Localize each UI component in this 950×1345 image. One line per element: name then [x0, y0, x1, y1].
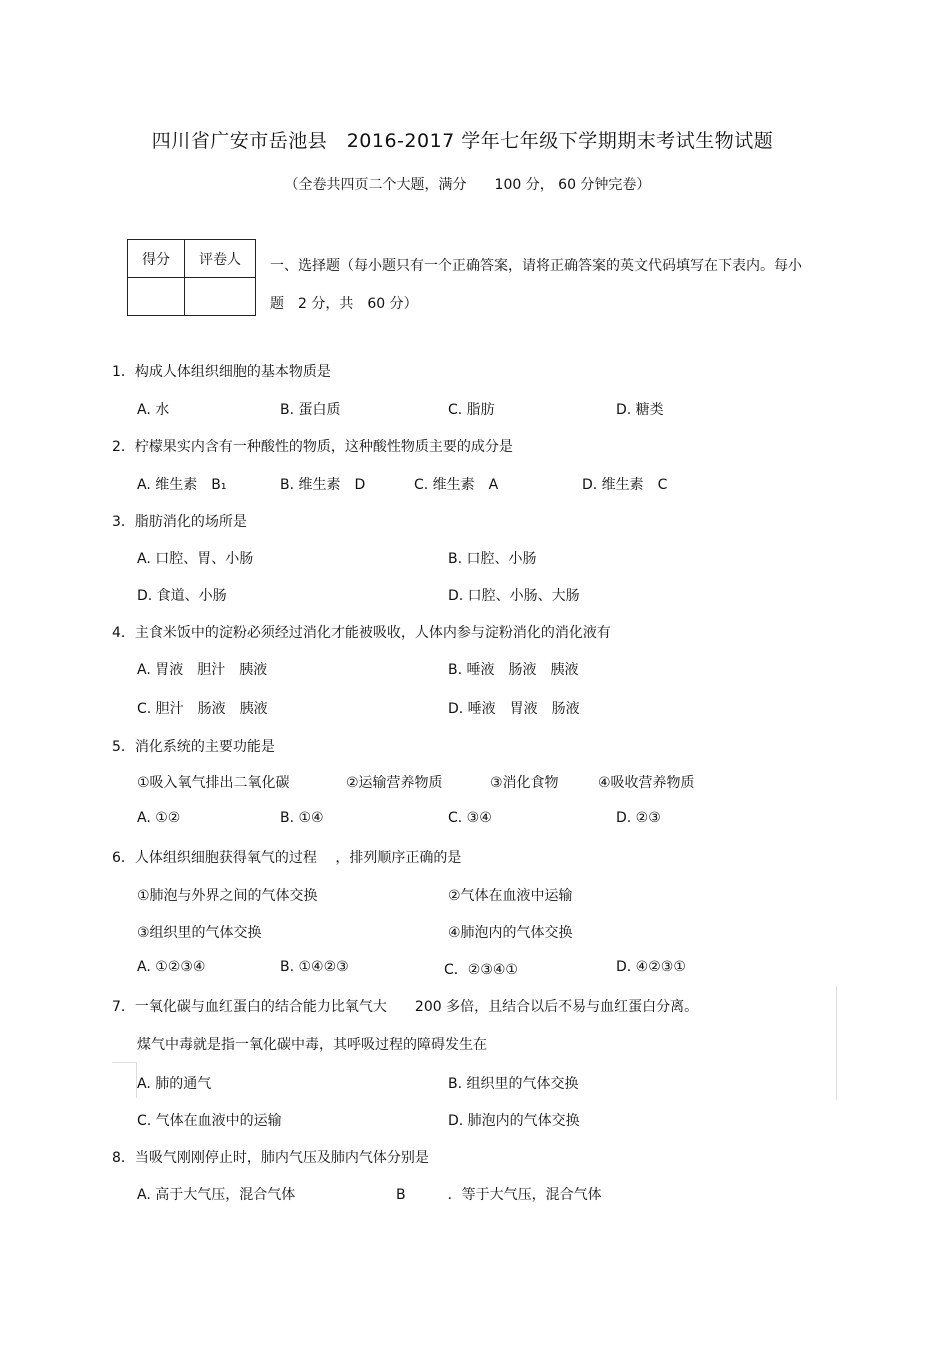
question-stem: 4．主食米饭中的淀粉必须经过消化才能被吸收，人体内参与淀粉消化的消化液有 [112, 625, 611, 641]
option: D. 食道、小肠 [137, 588, 227, 604]
question-stem: 8．当吸气刚刚停止时，肺内气压及肺内气体分别是 [112, 1150, 429, 1166]
score-header: 得分 [128, 240, 185, 278]
page-subtitle: （全卷共四页二个大题，满分 100 分， 60 分钟完卷） [284, 177, 651, 193]
question-stem: 3．脂肪消化的场所是 [112, 514, 247, 530]
option: B. 口腔、小肠 [448, 551, 537, 567]
question-stem: 5．消化系统的主要功能是 [112, 739, 275, 755]
option: B. ①④②③ [280, 959, 349, 975]
question-stem: 2．柠檬果实内含有一种酸性的物质，这种酸性物质主要的成分是 [112, 439, 513, 455]
scan-corner-mark [112, 1062, 136, 1063]
statement-item: ①吸入氧气排出二氧化碳 [137, 775, 290, 791]
statement-item: ④肺泡内的气体交换 [448, 925, 573, 941]
option: A. 胃液 胆汁 胰液 [137, 662, 268, 678]
scan-margin-line [836, 986, 837, 1100]
option: D. 唾液 胃液 肠液 [448, 701, 580, 717]
question-stem: 6．人体组织细胞获得氧气的过程 ，排列顺序正确的是 [112, 850, 462, 866]
option: A. 肺的通气 [137, 1076, 212, 1092]
option: C. 维生素 A [414, 477, 499, 493]
option: D. ②③ [616, 810, 661, 826]
option: D. 维生素 C [582, 477, 668, 493]
question-stem-continued: 煤气中毒就是指一氧化碳中毒，其呼吸过程的障碍发生在 [137, 1037, 487, 1053]
statement-item: ①肺泡与外界之间的气体交换 [137, 888, 318, 904]
statement-item: ②气体在血液中运输 [448, 888, 573, 904]
grader-header: 评卷人 [185, 240, 256, 278]
score-table [127, 239, 256, 316]
option: A. ①② [137, 810, 181, 826]
statement-item: ④吸收营养物质 [598, 775, 695, 791]
question-stem: 7．一氧化碳与血红蛋白的结合能力比氧气大 200 多倍，且结合以后不易与血红蛋白分离。 [112, 999, 699, 1015]
option: A. 维生素 B₁ [137, 477, 227, 493]
option: C．②③④① [444, 962, 518, 978]
grader-cell[interactable] [185, 278, 256, 316]
option: B. 唾液 肠液 胰液 [448, 662, 579, 678]
option: B. 蛋白质 [280, 402, 341, 418]
option: C. ③④ [448, 810, 492, 826]
option: B. 维生素 D [280, 477, 366, 493]
option: A. 水 [137, 402, 170, 418]
option: D. 口腔、小肠、大肠 [448, 588, 580, 604]
statement-item: ②运输营养物质 [346, 775, 443, 791]
option: D. 糖类 [616, 402, 664, 418]
page-title: 四川省广安市岳池县 2016-2017 学年七年级下学期期末考试生物试题 [151, 130, 774, 152]
option: A. 口腔、胃、小肠 [137, 551, 254, 567]
option: C. 胆汁 肠液 胰液 [137, 701, 268, 717]
statement-item: ③组织里的气体交换 [137, 925, 262, 941]
scan-corner-mark [136, 1062, 137, 1098]
option: A. ①②③④ [137, 959, 206, 975]
option: B ．等于大气压，混合气体 [396, 1187, 602, 1203]
statement-item: ③消化食物 [490, 775, 559, 791]
option: B. ①④ [280, 810, 324, 826]
option: B. 组织里的气体交换 [448, 1076, 579, 1092]
question-stem: 1．构成人体组织细胞的基本物质是 [112, 364, 331, 380]
option: D. 肺泡内的气体交换 [448, 1113, 580, 1129]
section-heading: 一、选择题（每小题只有一个正确答案，请将正确答案的英文代码填写在下表内。每小题 2 分，共 60 分） [270, 258, 802, 312]
option: D. ④②③① [616, 959, 686, 975]
option: C. 脂肪 [448, 402, 495, 418]
score-cell[interactable] [128, 278, 185, 316]
option: A. 高于大气压，混合气体 [137, 1187, 296, 1203]
option: C. 气体在血液中的运输 [137, 1113, 282, 1129]
